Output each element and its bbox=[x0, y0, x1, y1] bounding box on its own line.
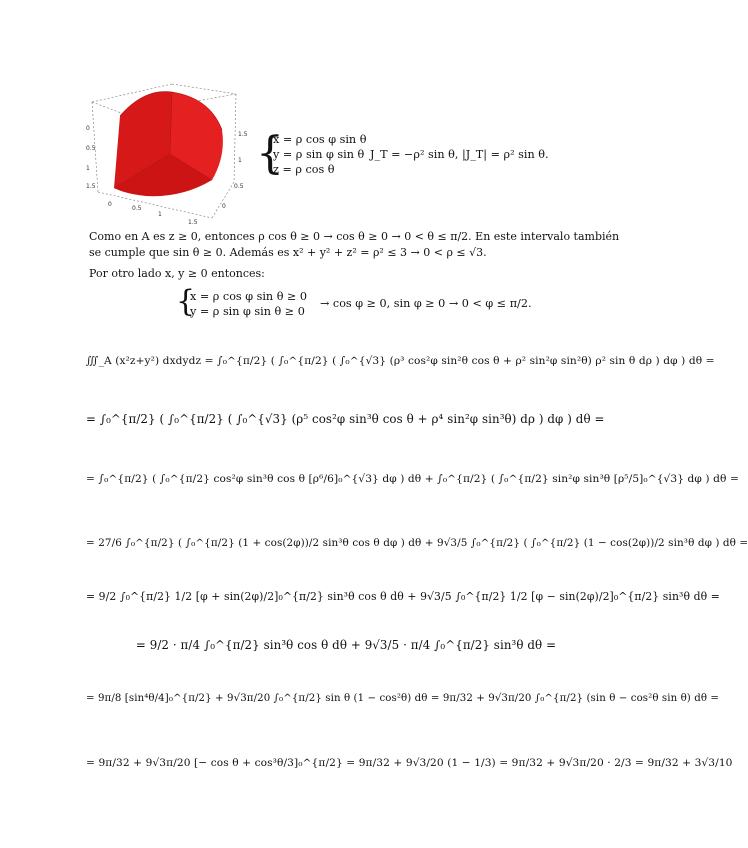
paragraph-line-3: Por otro lado x, y ≥ 0 entonces: bbox=[89, 267, 265, 280]
equation-line-7: = 9π/8 [sin⁴θ/4]₀^{π/2} + 9√3π/20 ∫₀^{π/2} sin θ (1 − cos²θ) dθ = 9π/32 + 9√3π/20 ∫₀^{π/2} (sin θ − cos²θ sin θ) dθ = bbox=[86, 693, 720, 704]
tick-label: 1.5 bbox=[238, 131, 248, 138]
equation-line-1: ∭_A (x²z+y²) dxdydz = ∫₀^{π/2} ( ∫₀^{π/2} ( ∫₀^{√3} (ρ³ cos²φ sin²θ cos θ + ρ² sin²φ sin²θ) ρ² sin θ dρ ) dφ ) dθ = bbox=[86, 355, 715, 367]
equation-line-4: = 27/6 ∫₀^{π/2} ( ∫₀^{π/2} (1 + cos(2φ))/2 sin³θ cos θ dφ ) dθ + 9√3/5 ∫₀^{π/2} ( ∫₀^{π/2} (1 − cos(2φ))/2 sin³θ dφ ) dθ = bbox=[86, 537, 748, 549]
system2-result: → cos φ ≥ 0, sin φ ≥ 0 → 0 < φ ≤ π/2. bbox=[320, 297, 532, 310]
octant-surface bbox=[114, 92, 223, 197]
tick-label: 1.5 bbox=[188, 219, 198, 226]
system1-brace: { bbox=[256, 128, 284, 179]
tick-label: 1 bbox=[86, 165, 90, 172]
equation-line-5: = 9/2 ∫₀^{π/2} 1/2 [φ + sin(2φ)/2]₀^{π/2} sin³θ cos θ dθ + 9√3/5 ∫₀^{π/2} 1/2 [φ − sin(2φ)/2]₀^{π/2} sin³θ dθ = bbox=[86, 590, 720, 603]
tick-label: 1.5 bbox=[86, 183, 96, 190]
system1-line-z: z = ρ cos θ bbox=[273, 163, 335, 176]
tick-label: 0 bbox=[86, 125, 90, 132]
system2-brace: { bbox=[176, 284, 196, 319]
paragraph-line-1: Como en A es z ≥ 0, entonces ρ cos θ ≥ 0 → cos θ ≥ 0 → 0 < θ ≤ π/2. En este intervalo también bbox=[89, 230, 620, 243]
equation-line-3: = ∫₀^{π/2} ( ∫₀^{π/2} cos²φ sin³θ cos θ [ρ⁶/6]₀^{√3} dφ ) dθ + ∫₀^{π/2} ( ∫₀^{π/2} sin²φ sin³θ [ρ⁵/5]₀^{√3} dφ ) dθ = bbox=[86, 473, 739, 485]
paragraph-line-2: se cumple que sin θ ≥ 0. Además es x² + y² + z² = ρ² ≤ 3 → 0 < ρ ≤ √3. bbox=[89, 246, 487, 259]
tick-label: 0.5 bbox=[86, 145, 96, 152]
equation-line-2: = ∫₀^{π/2} ( ∫₀^{π/2} ( ∫₀^{√3} (ρ⁵ cos²φ sin³θ cos θ + ρ⁴ sin²φ sin³θ) dρ ) dφ ) dθ = bbox=[86, 412, 605, 426]
jacobian: J_T = −ρ² sin θ, |J_T| = ρ² sin θ. bbox=[370, 148, 549, 161]
figure-svg bbox=[84, 70, 254, 228]
system1-line-y: y = ρ sin φ sin θ bbox=[273, 148, 365, 161]
system1-line-x: x = ρ cos φ sin θ bbox=[273, 133, 367, 146]
tick-label: 0.5 bbox=[234, 183, 244, 190]
tick-label: 1 bbox=[158, 211, 162, 218]
equation-line-6: = 9/2 · π/4 ∫₀^{π/2} sin³θ cos θ dθ + 9√3/5 · π/4 ∫₀^{π/2} sin³θ dθ = bbox=[135, 638, 557, 652]
equation-line-8: = 9π/32 + 9√3π/20 [− cos θ + cos³θ/3]₀^{π/2} = 9π/32 + 9√3/20 (1 − 1/3) = 9π/32 + 9√3π/20 · 2/3 = 9π/32 + 3√3/10 bbox=[86, 757, 733, 769]
tick-label: 0 bbox=[108, 201, 112, 208]
tick-label: 0.5 bbox=[132, 205, 142, 212]
tick-label: 1 bbox=[238, 157, 242, 164]
system2-line-y: y = ρ sin φ sin θ ≥ 0 bbox=[190, 305, 305, 318]
system2-line-x: x = ρ cos φ sin θ ≥ 0 bbox=[190, 290, 308, 303]
tick-label: 0 bbox=[222, 203, 226, 210]
sphere-octant-figure bbox=[84, 70, 254, 228]
